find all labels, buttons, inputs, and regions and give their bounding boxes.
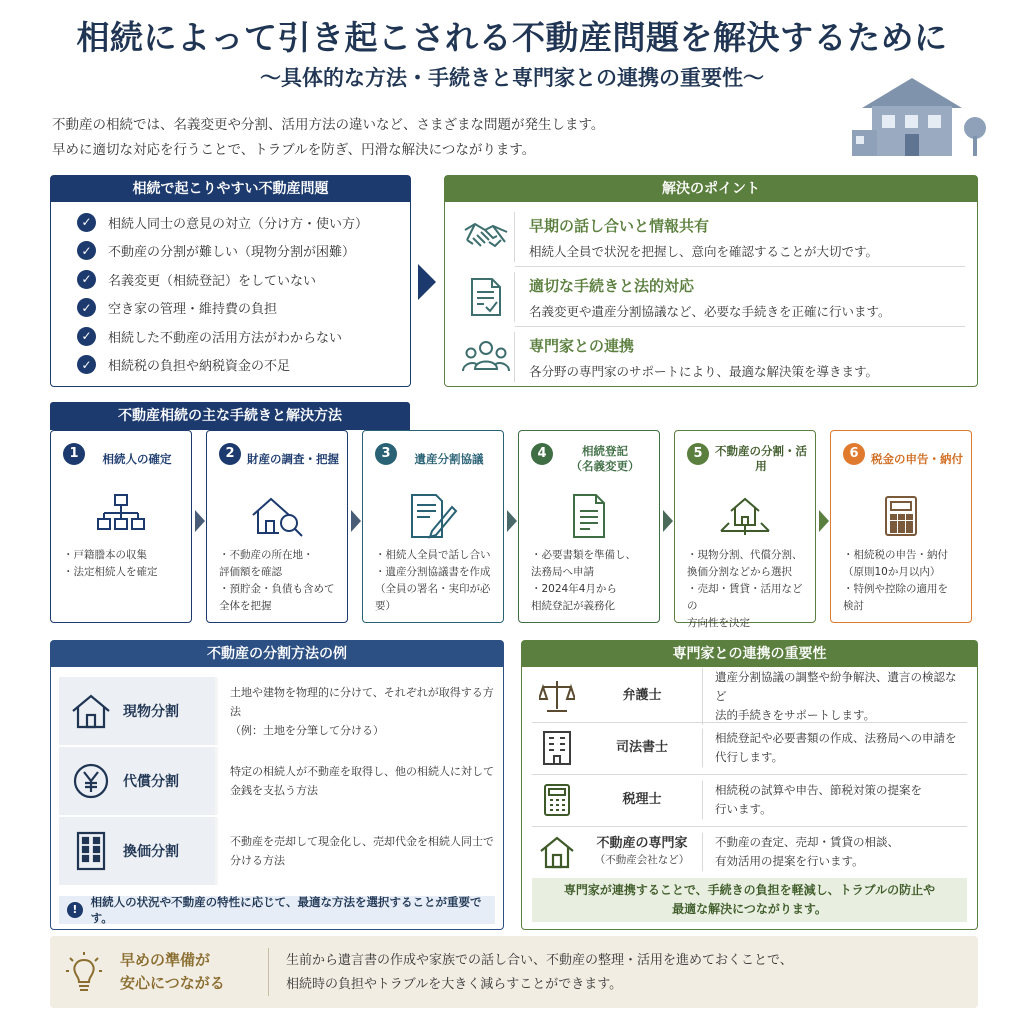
page-subtitle: 〜具体的な方法・手続きと専門家との連携の重要性〜 bbox=[260, 65, 764, 90]
bottom-text: 生前から遺言書の作成や家族での話し合い、不動産の整理・活用を進めておくことで、 相続時の負担やトラブルを大きく減らすことができます。 bbox=[286, 953, 793, 992]
expert-item: 不動産の専門家 （不動産会社など） 不動産の査定、売却・賃貸の相談、 有効活用の提案を行います。 bbox=[532, 827, 967, 877]
document-check-icon bbox=[457, 272, 515, 322]
org-chart-icon bbox=[51, 483, 191, 549]
chevron-right-icon bbox=[507, 510, 517, 532]
experts-box bbox=[521, 640, 978, 930]
step-text: ・相続税の申告・納付 （原則10か月以内） ・特例や控除の適用を 検討 bbox=[843, 549, 948, 612]
check-icon: ✓ bbox=[77, 355, 96, 374]
chevron-right-icon bbox=[351, 510, 361, 532]
scales-icon bbox=[532, 679, 582, 713]
chevron-right-icon bbox=[819, 510, 829, 532]
calculator-icon bbox=[831, 483, 971, 549]
step-text: ・不動産の所在地・ 評価額を確認 ・預貯金・負債も含めて 全体を把握 bbox=[219, 549, 335, 612]
chevron-right-icon bbox=[195, 510, 205, 532]
procedure-step-4: 4 相続登記 （名義変更） ・必要書類を準備し、 法務局へ申請 ・2024年4月から 相続登記が義務化 bbox=[518, 430, 660, 623]
problems-list bbox=[51, 202, 410, 379]
intro-text: 不動産の相続では、名義変更や分割、活用方法の違いなど、さまざまな問題が発生します。 早めに適切な対応を行うことで、トラブルを防ぎ、円滑な解決につながります。 bbox=[52, 117, 605, 158]
division-box bbox=[50, 640, 504, 930]
expert-item: 司法書士 相続登記や必要書類の作成、法務局への申請を 代行します。 bbox=[532, 723, 967, 773]
divider bbox=[515, 266, 965, 267]
bottom-heading: 早めの準備が 安心につながる bbox=[120, 951, 225, 992]
office-building-icon bbox=[532, 730, 582, 766]
division-item: 代償分割 特定の相続人が不動産を取得し、他の相続人に対して 金銭を支払う方法 bbox=[59, 747, 495, 815]
division-item: 現物分割 土地や建物を物理的に分けて、それぞれが取得する方法 （例：土地を分筆して分ける） bbox=[59, 677, 495, 745]
division-item: 換価分割 不動産を売却して現金化し、売却代金を相続人同士で 分ける方法 bbox=[59, 817, 495, 885]
list-item: ✓ 相続税の負担や納税資金の不足 bbox=[77, 351, 410, 380]
house-icon bbox=[59, 693, 123, 729]
procedure-step-1: 1 相続人の確定 ・戸籍謄本の収集 ・法定相続人を確定 bbox=[50, 430, 192, 623]
procedure-step-2: 2 財産の調査・把握 ・不動産の所在地・ 評価額を確認 ・預貯金・負債も含めて 全体を把握 bbox=[206, 430, 348, 623]
solutions-title: 解決のポイント bbox=[445, 176, 977, 202]
list-item: ✓ 名義変更（相続登記）をしていない bbox=[77, 265, 410, 294]
check-icon: ✓ bbox=[77, 298, 96, 317]
bottom-banner bbox=[50, 936, 978, 1008]
problems-box bbox=[50, 175, 411, 387]
house-outline-icon bbox=[532, 835, 582, 869]
expert-item: 税理士 相続税の試算や申告、節税対策の提案を 行います。 bbox=[532, 775, 967, 825]
step-text: ・相続人全員で話し合い ・遺産分割協議書を作成 （全員の署名・実印が必要） bbox=[375, 549, 491, 612]
people-icon bbox=[457, 332, 515, 382]
lightbulb-icon bbox=[64, 950, 104, 994]
document-icon bbox=[519, 483, 659, 549]
expert-item: 弁護士 遺産分割協議の調整や紛争解決、遺言の検認など 法的手続きをサポートします。 bbox=[532, 671, 967, 721]
divider bbox=[268, 948, 269, 996]
procedure-step-6: 6 税金の申告・納付 ・相続税の申告・納付 （原則10か月以内） ・特例や控除の適用を 検討 bbox=[830, 430, 972, 623]
problems-title: 相続で起こりやすい不動産問題 bbox=[51, 176, 410, 202]
check-icon: ✓ bbox=[77, 213, 96, 232]
check-icon: ✓ bbox=[77, 241, 96, 260]
solution-item: 適切な手続きと法的対応 名義変更や遺産分割協議など、必要な手続きを正確に行います。 bbox=[457, 268, 965, 326]
calculator-icon bbox=[532, 783, 582, 817]
info-icon: ! bbox=[67, 902, 83, 918]
procedure-step-3: 3 遺産分割協議 ・相続人全員で話し合い ・遺産分割協議書を作成 （全員の署名・実印が必要） bbox=[362, 430, 504, 623]
document-pen-icon bbox=[363, 483, 503, 549]
procedures-title: 不動産相続の主な手続きと解決方法 bbox=[50, 402, 410, 430]
step-text: ・必要書類を準備し、 法務局へ申請 ・2024年4月から 相続登記が義務化 bbox=[531, 549, 636, 612]
list-item: ✓ 空き家の管理・維持費の負担 bbox=[77, 294, 410, 323]
step-text: ・戸籍謄本の収集 ・法定相続人を確定 bbox=[63, 549, 158, 578]
procedure-step-5: 5 不動産の分割・活用 ・現物分割、代償分割、 換価分割などから選択 ・売却・賃貸・活用などの 方向性を決定 bbox=[674, 430, 816, 623]
yen-icon bbox=[59, 762, 123, 800]
handshake-icon bbox=[457, 212, 515, 262]
step-text: ・現物分割、代償分割、 換価分割などから選択 ・売却・賃貸・活用などの 方向性を決定 bbox=[687, 549, 803, 629]
check-icon: ✓ bbox=[77, 270, 96, 289]
page-title: 相続によって引き起こされる不動産問題を解決するために bbox=[76, 18, 948, 57]
solutions-box bbox=[444, 175, 978, 387]
division-title: 不動産の分割方法の例 bbox=[51, 641, 503, 667]
arrow-right-icon bbox=[418, 264, 436, 300]
experts-title: 専門家との連携の重要性 bbox=[522, 641, 977, 667]
divider bbox=[515, 326, 965, 327]
list-item: ✓ 不動産の分割が難しい（現物分割が困難） bbox=[77, 237, 410, 266]
check-icon: ✓ bbox=[77, 327, 96, 346]
solution-item: 早期の話し合いと情報共有 相続人全員で状況を把握し、意向を確認することが大切です。 bbox=[457, 208, 965, 266]
chevron-right-icon bbox=[663, 510, 673, 532]
house-search-icon bbox=[207, 483, 347, 549]
division-note: ! 相続人の状況や不動産の特性に応じて、最適な方法を選択することが重要です。 bbox=[59, 896, 495, 924]
building-icon bbox=[59, 831, 123, 871]
solution-item: 専門家との連携 各分野の専門家のサポートにより、最適な解決策を導きます。 bbox=[457, 328, 965, 386]
list-item: ✓ 相続人同士の意見の対立（分け方・使い方） bbox=[77, 208, 410, 237]
house-illustration bbox=[852, 70, 987, 160]
list-item: ✓ 相続した不動産の活用方法がわからない bbox=[77, 322, 410, 351]
house-plot-icon bbox=[675, 483, 815, 549]
experts-note: 専門家が連携することで、手続きの負担を軽減し、トラブルの防止や 最適な解決につながります。 bbox=[532, 878, 967, 922]
